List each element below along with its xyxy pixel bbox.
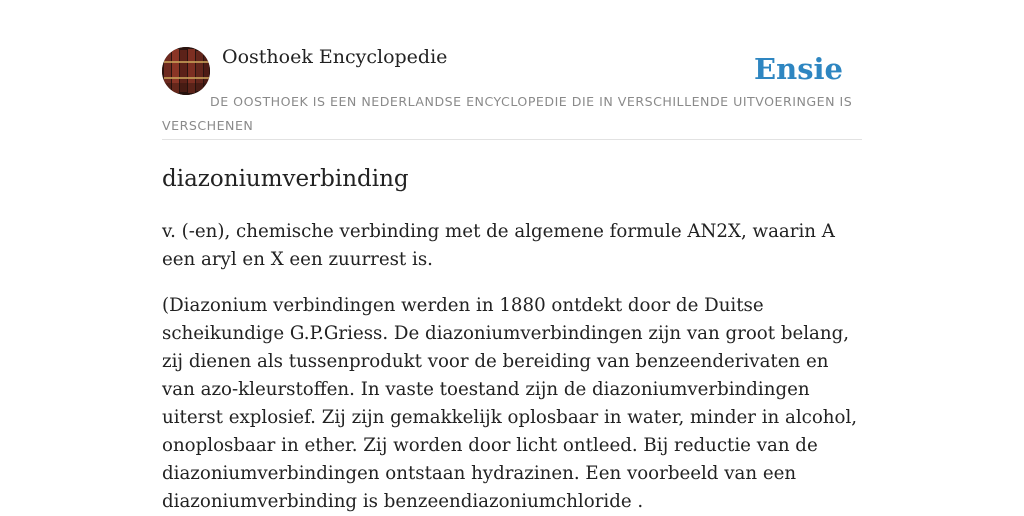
encyclopedia-books-icon[interactable] [162, 47, 210, 95]
page-container [162, 0, 862, 516]
entry-title: diazoniumverbinding [162, 166, 409, 192]
entry-content [162, 162, 862, 516]
entry-description: (Diazonium verbindingen werden in 1880 ontdekt door de Duitse scheikundige G.P.Griess. De diazoniumverbindingen zijn van groot belang, zij dienen als tussenprodukt voor de bereiding van benzeenderivaten en van azo-kleurstoffen. In vaste toestand zijn de diazoniumverbindingen uiterst explosief. Zij zijn gemakkelijk oplosbaar in water, minder in alcohol, onoplosbaar in ether. Zij worden door licht ontleed. Bij reductie van de diazoniumverbindingen ontstaan hydrazinen. Een voorbeeld van een diazoniumverbinding is benzeendiazoniumchloride . [162, 295, 858, 512]
site-tagline: DE OOSTHOEK IS EEN NEDERLANDSE ENCYCLOPEDIE DIE IN VERSCHILLENDE UITVOERINGEN IS VERSCHENEN [162, 94, 853, 133]
entry-definition: v. (-en), chemische verbinding met de algemene formule AN2X, waarin A een aryl en X een zuurrest is. [162, 221, 835, 270]
ensie-logo[interactable]: Ensie [754, 52, 843, 86]
site-name-link[interactable]: Oosthoek Encyclopedie [222, 46, 448, 68]
site-header [162, 0, 862, 140]
